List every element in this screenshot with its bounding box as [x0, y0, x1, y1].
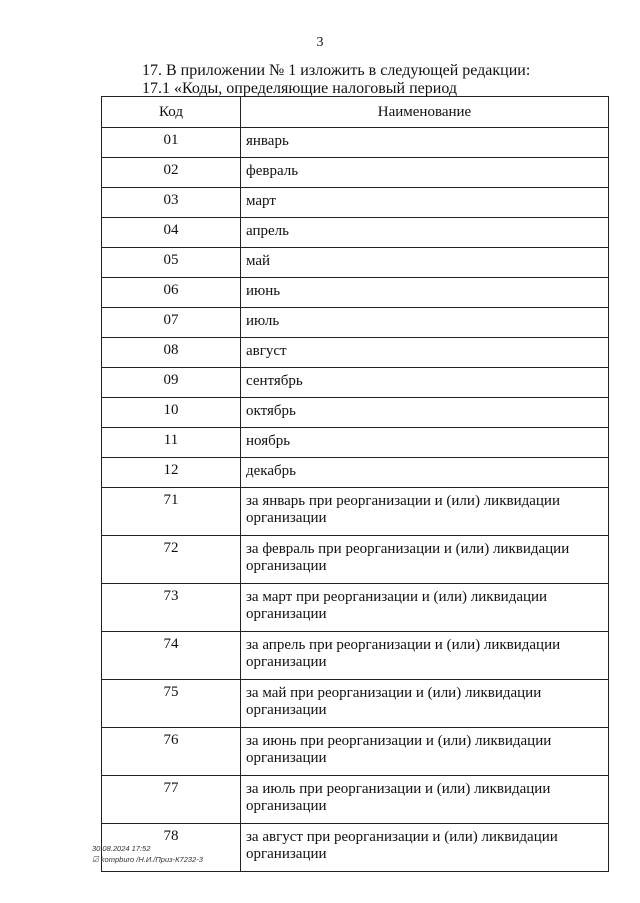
name-cell: март — [241, 188, 609, 218]
name-cell: ноябрь — [241, 428, 609, 458]
table-row — [102, 536, 609, 584]
table-row — [102, 428, 609, 458]
footer-timestamp: 30.08.2024 17:52 — [92, 844, 151, 853]
name-cell: за июль при реорганизации и (или) ликвидации организации — [241, 776, 609, 824]
name-cell: февраль — [241, 158, 609, 188]
name-cell: декабрь — [241, 458, 609, 488]
table-row — [102, 680, 609, 728]
name-cell: август — [241, 338, 609, 368]
name-cell: сентябрь — [241, 368, 609, 398]
table-row — [102, 398, 609, 428]
table-row — [102, 218, 609, 248]
name-cell: за январь при реорганизации и (или) ликвидации организации — [241, 488, 609, 536]
table-row — [102, 824, 609, 872]
code-cell: 75 — [102, 680, 241, 728]
name-cell: октябрь — [241, 398, 609, 428]
name-cell: за август при реорганизации и (или) ликвидации организации — [241, 824, 609, 872]
table-row — [102, 128, 609, 158]
name-cell: апрель — [241, 218, 609, 248]
table-header-row — [102, 97, 609, 128]
table-row — [102, 368, 609, 398]
code-cell: 78 — [102, 824, 241, 872]
section-heading: 17. В приложении № 1 изложить в следующей редакции: — [142, 62, 531, 79]
code-cell: 74 — [102, 632, 241, 680]
code-cell: 03 — [102, 188, 241, 218]
name-cell: май — [241, 248, 609, 278]
name-cell: за май при реорганизации и (или) ликвидации организации — [241, 680, 609, 728]
table-row — [102, 584, 609, 632]
table-row — [102, 308, 609, 338]
code-cell: 05 — [102, 248, 241, 278]
code-cell: 76 — [102, 728, 241, 776]
table-row — [102, 158, 609, 188]
name-column-header: Наименование — [241, 97, 609, 128]
table-row — [102, 248, 609, 278]
code-cell: 77 — [102, 776, 241, 824]
table-row — [102, 188, 609, 218]
name-cell: июль — [241, 308, 609, 338]
code-column-header: Код — [102, 97, 241, 128]
footer-file-path: ☑ kompburo /Н.И./Приз-К7232-3 — [92, 855, 203, 864]
name-cell: за февраль при реорганизации и (или) ликвидации организации — [241, 536, 609, 584]
table-row — [102, 776, 609, 824]
name-cell: июнь — [241, 278, 609, 308]
code-cell: 73 — [102, 584, 241, 632]
code-cell: 11 — [102, 428, 241, 458]
code-cell: 01 — [102, 128, 241, 158]
table-row — [102, 458, 609, 488]
table-row — [102, 278, 609, 308]
code-cell: 12 — [102, 458, 241, 488]
table-row — [102, 338, 609, 368]
code-cell: 72 — [102, 536, 241, 584]
page-number: 3 — [316, 35, 324, 50]
name-cell: за июнь при реорганизации и (или) ликвидации организации — [241, 728, 609, 776]
code-cell: 08 — [102, 338, 241, 368]
name-cell: за март при реорганизации и (или) ликвидации организации — [241, 584, 609, 632]
code-cell: 71 — [102, 488, 241, 536]
code-cell: 07 — [102, 308, 241, 338]
code-cell: 10 — [102, 398, 241, 428]
name-cell: январь — [241, 128, 609, 158]
table-body — [102, 128, 609, 872]
code-cell: 06 — [102, 278, 241, 308]
code-cell: 04 — [102, 218, 241, 248]
table-row — [102, 488, 609, 536]
code-cell: 02 — [102, 158, 241, 188]
subsection-heading: 17.1 «Коды, определяющие налоговый период — [142, 80, 458, 97]
table-row — [102, 632, 609, 680]
table-row — [102, 728, 609, 776]
code-cell: 09 — [102, 368, 241, 398]
name-cell: за апрель при реорганизации и (или) ликвидации организации — [241, 632, 609, 680]
period-codes-table — [101, 96, 609, 872]
